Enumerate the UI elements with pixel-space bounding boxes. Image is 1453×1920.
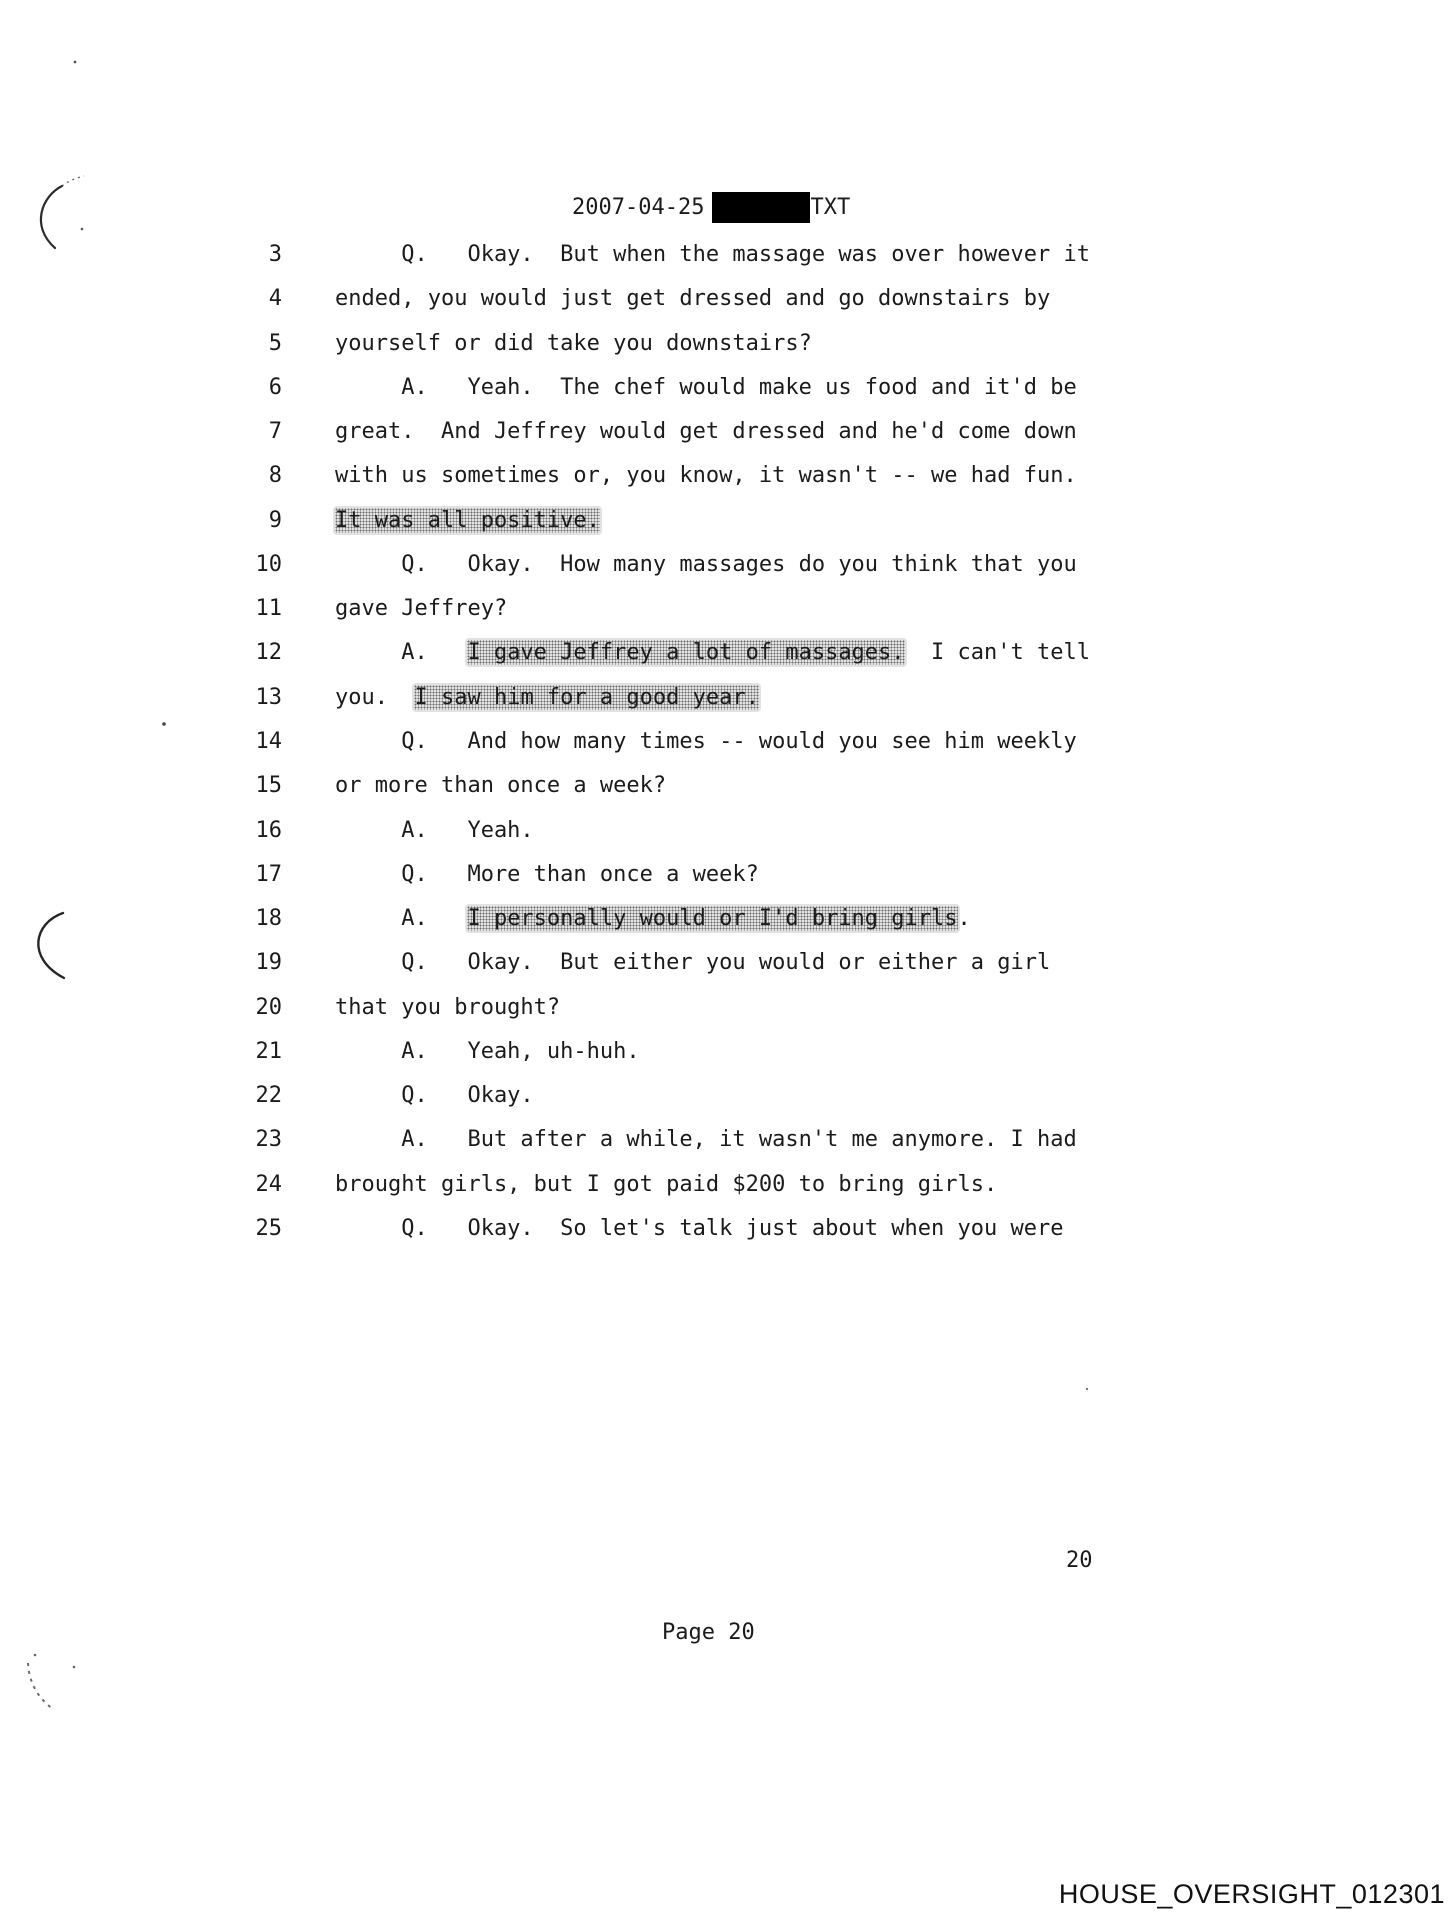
transcript-line bbox=[0, 506, 1453, 536]
redaction-highlight: I personally would or I'd bring girls bbox=[467, 906, 958, 932]
text-segment: that you brought? bbox=[335, 994, 561, 1020]
line-number: 4 bbox=[268, 286, 282, 312]
text-segment: Q. Okay. How many massages do you think that you bbox=[335, 551, 1077, 577]
transcript-line bbox=[0, 1125, 1453, 1155]
redaction-highlight: I gave Jeffrey a lot of massages. bbox=[467, 640, 905, 666]
text-segment: ended, you would just get dressed and go downstairs by bbox=[335, 286, 1051, 312]
transcript-text bbox=[335, 1081, 534, 1111]
transcript-text bbox=[335, 1125, 1077, 1155]
text-segment: A. bbox=[335, 640, 468, 666]
redaction-highlight: It was all positive. bbox=[335, 507, 600, 533]
line-number: 22 bbox=[255, 1083, 282, 1109]
line-number: 10 bbox=[255, 551, 282, 577]
text-segment: Q. Okay. But either you would or either a girl bbox=[335, 950, 1051, 976]
line-number: 15 bbox=[255, 773, 282, 799]
transcript-line bbox=[0, 1214, 1453, 1244]
text-segment: you. bbox=[335, 684, 415, 710]
text-segment: Q. More than once a week? bbox=[335, 861, 759, 887]
transcript-line bbox=[0, 329, 1453, 359]
line-number: 9 bbox=[268, 507, 282, 533]
transcript-line bbox=[0, 683, 1453, 713]
transcript-text bbox=[335, 727, 1077, 757]
transcript-line bbox=[0, 417, 1453, 447]
line-number: 24 bbox=[255, 1171, 282, 1197]
transcript-text bbox=[335, 1214, 1063, 1244]
transcript-line bbox=[0, 240, 1453, 270]
transcript-text bbox=[335, 771, 666, 801]
text-segment: Q. And how many times -- would you see him weekly bbox=[335, 728, 1077, 754]
line-number: 5 bbox=[268, 330, 282, 356]
header-date: 2007-04-25 bbox=[572, 194, 705, 220]
transcript-line bbox=[0, 461, 1453, 491]
transcript-text bbox=[335, 594, 507, 624]
transcript-line bbox=[0, 594, 1453, 624]
page-number-right: 20 bbox=[1066, 1548, 1093, 1573]
line-number: 16 bbox=[255, 817, 282, 843]
line-number: 12 bbox=[255, 640, 282, 666]
transcript-line bbox=[0, 1081, 1453, 1111]
text-segment: . bbox=[957, 906, 971, 932]
line-number: 17 bbox=[255, 861, 282, 887]
transcript-line bbox=[0, 284, 1453, 314]
text-segment: Q. Okay. But when the massage was over however it bbox=[335, 242, 1090, 267]
text-segment: brought girls, but I got paid $200 to bring girls. bbox=[335, 1171, 998, 1197]
line-number: 20 bbox=[255, 994, 282, 1020]
transcript-text bbox=[335, 993, 560, 1023]
transcript-text bbox=[335, 1170, 997, 1200]
text-segment: A. Yeah, uh-huh. bbox=[335, 1038, 640, 1064]
header-suffix: TXT bbox=[810, 194, 851, 220]
transcript-line bbox=[0, 550, 1453, 580]
text-segment: Q. Okay. bbox=[335, 1083, 534, 1109]
line-number: 7 bbox=[268, 419, 282, 445]
line-number: 11 bbox=[255, 596, 282, 622]
transcript-line bbox=[0, 727, 1453, 757]
transcript-line bbox=[0, 771, 1453, 801]
transcript-text bbox=[335, 284, 1050, 314]
transcript-text bbox=[335, 329, 812, 359]
line-number: 21 bbox=[255, 1038, 282, 1064]
line-number: 23 bbox=[255, 1127, 282, 1153]
transcript-text bbox=[335, 860, 759, 890]
transcript-text bbox=[335, 461, 1077, 491]
text-segment: A. But after a while, it wasn't me anymore. I had bbox=[335, 1127, 1077, 1153]
transcript-line bbox=[0, 638, 1453, 668]
line-number: 14 bbox=[255, 728, 282, 754]
transcript-text bbox=[335, 1037, 640, 1067]
line-number: 25 bbox=[255, 1215, 282, 1241]
line-number: 6 bbox=[268, 374, 282, 400]
transcript-text bbox=[335, 816, 534, 846]
transcript-line bbox=[0, 373, 1453, 403]
line-number: 18 bbox=[255, 906, 282, 932]
transcript-text bbox=[335, 683, 759, 713]
text-segment: A. Yeah. bbox=[335, 817, 534, 843]
transcript-line bbox=[0, 816, 1453, 846]
text-segment: great. And Jeffrey would get dressed and he'd come down bbox=[335, 419, 1077, 445]
bates-number: HOUSE_OVERSIGHT_012301 bbox=[1058, 1879, 1445, 1909]
line-number: 8 bbox=[268, 463, 282, 489]
transcript-text bbox=[335, 550, 1077, 580]
transcript-text bbox=[335, 948, 1050, 978]
transcript-line bbox=[0, 1170, 1453, 1200]
transcript-text bbox=[335, 506, 600, 536]
line-number: 3 bbox=[268, 242, 282, 267]
text-segment: A. bbox=[335, 906, 468, 932]
transcript-text bbox=[335, 638, 1090, 668]
text-segment: yourself or did take you downstairs? bbox=[335, 330, 812, 356]
transcript-line bbox=[0, 993, 1453, 1023]
transcript-text bbox=[335, 904, 971, 934]
transcript-line bbox=[0, 948, 1453, 978]
text-segment: A. Yeah. The chef would make us food and it'd be bbox=[335, 374, 1077, 400]
transcript-text bbox=[335, 373, 1077, 403]
transcript-line bbox=[0, 860, 1453, 890]
text-segment: I can't tell bbox=[904, 640, 1090, 666]
text-segment: gave Jeffrey? bbox=[335, 596, 508, 622]
page-label: Page 20 bbox=[662, 1620, 755, 1645]
text-segment: or more than once a week? bbox=[335, 773, 667, 799]
text-segment: with us sometimes or, you know, it wasn't -- we had fun. bbox=[335, 463, 1077, 489]
transcript-line bbox=[0, 904, 1453, 934]
transcript-text bbox=[335, 240, 1090, 270]
line-number: 13 bbox=[255, 684, 282, 710]
transcript-text bbox=[335, 417, 1077, 447]
line-number: 19 bbox=[255, 950, 282, 976]
transcript-line bbox=[0, 1037, 1453, 1067]
redaction-highlight: I saw him for a good year. bbox=[414, 684, 759, 710]
text-segment: Q. Okay. So let's talk just about when you were bbox=[335, 1215, 1064, 1241]
